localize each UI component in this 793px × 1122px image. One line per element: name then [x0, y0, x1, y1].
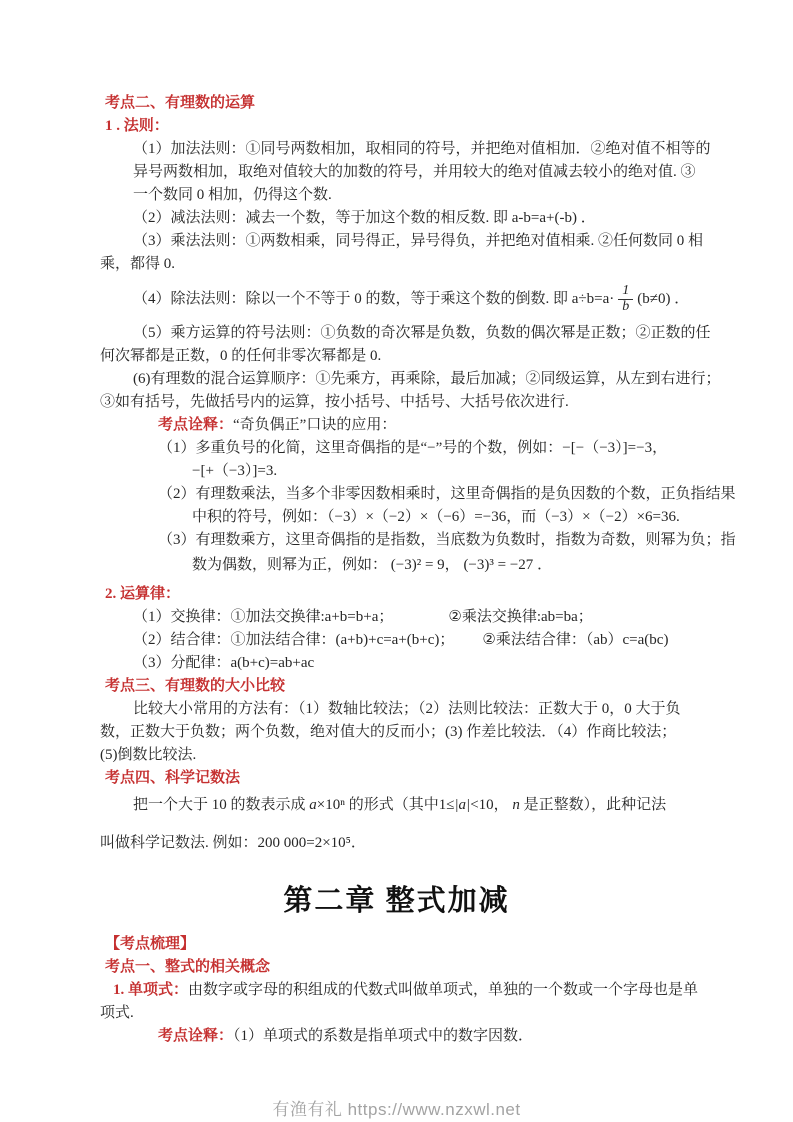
text-line	[0, 391, 793, 414]
text-segment: a	[309, 797, 317, 813]
text-segment: （4）除法法则：除以一个不等于 0 的数，等于乘这个数的倒数. 即	[133, 291, 572, 307]
text-segment: 由数字或字母的积组成的代数式叫做单项式，单独的一个数或一个字母也是单	[188, 982, 699, 998]
text-segment: 2×10⁵	[314, 835, 351, 851]
text-segment: 数，正数大于负数；两个负数，绝对值大的反而小；(3) 作差比较法．（4）作商比较法；	[100, 724, 677, 740]
chapter-title	[0, 879, 793, 923]
text-line	[0, 345, 793, 368]
heading-text: 考点诠释：	[158, 417, 234, 433]
text-line	[0, 652, 793, 675]
heading-text: 考点一、整式的相关概念	[105, 959, 271, 975]
subheading-yunsuanlv	[0, 583, 793, 606]
text-line	[0, 138, 793, 161]
fraction-denominator: b	[622, 299, 630, 315]
text-segment: “奇负偶正”口诀的应用：	[233, 417, 397, 433]
division-rule-line	[0, 279, 793, 319]
text-line	[0, 230, 793, 253]
text-line	[0, 161, 793, 184]
monomial-definition-line	[0, 979, 793, 1002]
text-segment: ，	[493, 797, 513, 813]
text-segment: ×10ⁿ	[316, 797, 345, 813]
text-segment: （3）有理数乘方，这里奇偶指的是指数，当底数为负数时，指数为奇数，则幂为负；指	[158, 532, 736, 548]
text-segment: ③如有括号，先做括号内的运算，按小括号、中括号、大括号依次进行.	[100, 394, 569, 410]
text-segment: ②乘法结合律：（ab）c=a(bc)	[482, 632, 669, 648]
heading-text: 2. 运算律：	[105, 586, 181, 602]
text-line	[0, 698, 793, 721]
text-segment: ．	[670, 291, 690, 307]
heading-text: 1 . 法则：	[105, 118, 169, 134]
text-line	[0, 483, 793, 506]
text-segment: ．	[533, 557, 553, 573]
text-segment: （1）加法法则：①同号两数相加，取相同的符号，并把绝对值相加．②绝对值不相等的	[133, 141, 711, 157]
fraction-one-over-b	[618, 284, 633, 314]
text-segment: (−3)³ = −27	[463, 557, 534, 573]
text-line	[0, 721, 793, 744]
text-segment: 的形式（其中1≤	[344, 797, 455, 813]
subheading-faze	[0, 115, 793, 138]
text-line	[0, 207, 793, 230]
text-segment: (−3)² = 9	[390, 557, 445, 573]
text-segment: −[+（−3）]=3.	[192, 463, 278, 479]
kaodian-quanshi-line-2	[0, 1025, 793, 1048]
text-line	[0, 506, 793, 529]
section-heading-kaodian2	[0, 92, 793, 115]
heading-text: 【考点梳理】	[105, 936, 196, 952]
text-line	[0, 629, 793, 652]
text-segment: （3）分配律：a(b+c)=ab+ac	[133, 655, 315, 671]
chapter-title-text: 第二章 整式加减	[283, 885, 510, 917]
text-segment: 中积的符号，例如：（−3）×（−2）×（−6）=−36，而（−3）×（−2）×6=36.	[192, 509, 680, 525]
power-example-line	[0, 552, 793, 578]
fraction-numerator: 1	[618, 284, 633, 300]
text-segment: （2）结合律：①加法结合律：(a+b)+c=a+(b+c)；	[133, 632, 455, 648]
text-segment: 数为偶数，则幂为正，例如：	[192, 557, 391, 573]
text-segment: （1）单项式的系数是指单项式中的数字因数．	[233, 1028, 534, 1044]
text-segment: 叫做科学记数法. 例如：200 000=	[100, 835, 315, 851]
text-segment: ②乘法交换律:ab=ba；	[448, 609, 593, 625]
text-line	[0, 529, 793, 552]
text-segment: 乘，都得 0.	[100, 256, 176, 272]
heading-text: 1. 单项式：	[113, 982, 189, 998]
text-segment: （1）多重负号的化简，这里奇偶指的是“−”号的个数，例如：−[−（−3）]=−3，	[158, 440, 668, 456]
text-segment: 项式.	[100, 1005, 134, 1021]
section-heading-kaodian4	[0, 767, 793, 790]
footer-watermark	[0, 1098, 793, 1121]
text-segment: 把一个大于 10 的数表示成	[133, 797, 310, 813]
text-segment: ．	[576, 210, 596, 226]
text-segment: ，	[444, 557, 464, 573]
section-heading-kaodian3	[0, 675, 793, 698]
text-segment: a-b=a+(-b)	[511, 210, 577, 226]
text-line	[0, 606, 793, 629]
text-segment: 比较大小常用的方法有：（1）数轴比较法；（2）法则比较法：正数大于 0，0 大于负	[133, 701, 681, 717]
text-segment: (6)有理数的混合运算顺序：①先乘方，再乘除，最后加减；②同级运算，从左到右进行；	[133, 371, 721, 387]
text-segment: (b≠0)	[637, 291, 671, 307]
text-segment: 何次幂都是正数，0 的任何非零次幂都是 0.	[100, 348, 382, 364]
text-segment: ．	[350, 835, 366, 851]
text-segment: 一个数同 0 相加，仍得这个数.	[133, 187, 332, 203]
heading-text: 考点三、有理数的大小比较	[105, 678, 286, 694]
text-segment: |a|	[454, 797, 471, 813]
text-segment: n	[512, 797, 520, 813]
text-segment: （2）减法法则：减去一个数，等于加这个数的相反数. 即	[133, 210, 512, 226]
text-line	[0, 437, 793, 460]
scientific-notation-example	[0, 832, 793, 855]
text-segment: a÷b=a·	[571, 291, 615, 307]
text-segment: 是正整数），此种记法	[519, 797, 667, 813]
text-segment: （1）交换律：①加法交换律:a+b=b+a；	[133, 609, 394, 625]
heading-text: 考点二、有理数的运算	[105, 95, 256, 111]
text-line	[0, 1002, 793, 1025]
text-segment: (5)倒数比较法.	[100, 747, 197, 763]
text-segment: （2）有理数乘法，当多个非零因数相乘时，这里奇偶指的是负因数的个数，正负指结果	[158, 486, 736, 502]
text-line	[0, 253, 793, 276]
text-segment: 异号两数相加，取绝对值较大的加数的符号，并用较大的绝对值减去较小的绝对值. ③	[133, 164, 696, 180]
scientific-notation-line	[0, 790, 793, 820]
text-line	[0, 744, 793, 767]
text-line	[0, 322, 793, 345]
watermark-text: 有渔有礼 https://www.nzxwl.net	[272, 1100, 521, 1119]
text-segment: （3）乘法法则：①两数相乘，同号得正，异号得负，并把绝对值相乘. ②任何数同 0 相	[133, 233, 704, 249]
text-segment: <10	[470, 797, 494, 813]
heading-text: 考点诠释：	[158, 1028, 234, 1044]
text-line	[0, 184, 793, 207]
text-line	[0, 460, 793, 483]
text-segment: （5）乘方运算的符号法则：①负数的奇次幂是负数，负数的偶次幂是正数；②正数的任	[133, 325, 711, 341]
kaodian-shuli-heading	[0, 933, 793, 956]
text-line	[0, 368, 793, 391]
kaodian-quanshi-line	[0, 414, 793, 437]
heading-text: 考点四、科学记数法	[105, 770, 241, 786]
section-heading-kaodian1-ch2	[0, 956, 793, 979]
